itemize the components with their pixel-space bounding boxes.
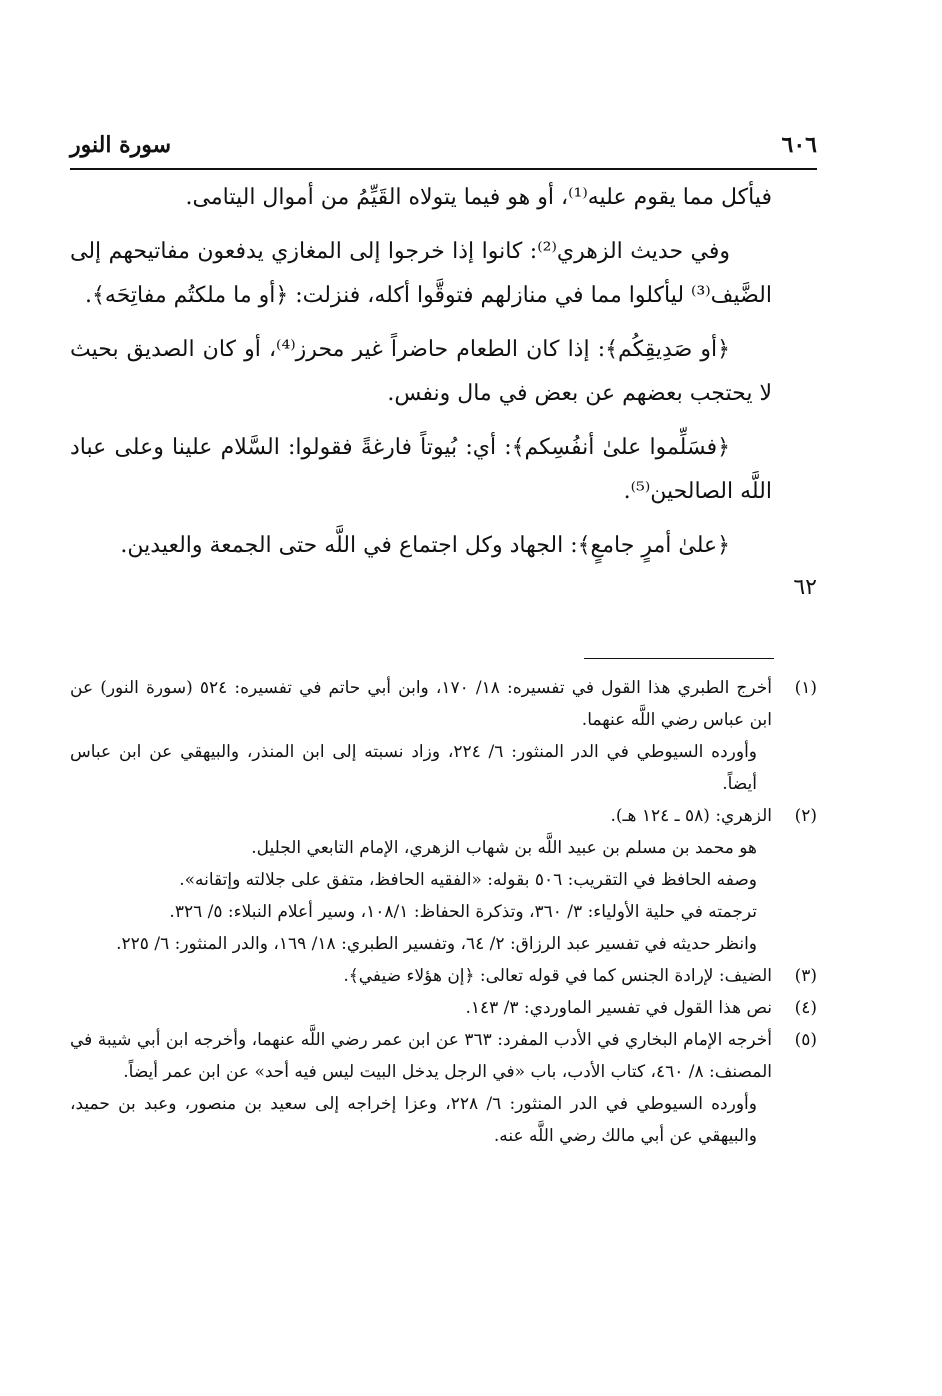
footnote-text: وانظر حديثه في تفسير عبد الرزاق: ٢/ ٦٤، وتفسير الطبري: ١٨/ ١٦٩، والدر المنثور: ٦/ ٢٢٥.: [116, 934, 757, 954]
paragraph: وفي حديث الزهري⁽²⁾: كانوا إذا خرجوا إلى المغازي يدفعون مفاتيحهم إلى الضَّيف⁽³⁾ ليأكلوا مما في منازلهم فتوقَّوا أكله، فنزلت: ﴿أو ما ملكتُم مفاتِحَه﴾.: [70, 239, 772, 308]
paragraph: ﴿فسَلِّموا علىٰ أنفُسِكم﴾: أي: بُيوتاً فارغةً فقولوا: السَّلام علينا وعلى عباد اللَّه الصالحين⁽⁵⁾.: [70, 435, 772, 504]
footnote-text: وأورده السيوطي في الدر المنثور: ٦/ ٢٢٨، وعزا إخراجه إلى سعيد بن منصور، وعبد بن حميد، والبيهقي عن أبي مالك رضي اللَّه عنه.: [70, 1094, 757, 1146]
footnote-text: نص هذا القول في تفسير الماوردي: ٣/ ١٤٣.: [465, 998, 772, 1018]
footnote-number: (٤): [794, 998, 817, 1018]
paragraph: ﴿أو صَدِيقِكُم﴾: إذا كان الطعام حاضراً غير محرز⁽⁴⁾، أو كان الصديق بحيث لا يحتجب بعضهم عن بعض في مال ونفس.: [70, 337, 772, 406]
footnote-number: (٣): [794, 966, 817, 986]
footnote-text: ترجمته في حلية الأولياء: ٣/ ٣٦٠، وتذكرة الحفاظ: ١٠٨/١، وسير أعلام النبلاء: ٥/ ٣٢٦.: [169, 902, 757, 922]
footnote-text: الزهري: (٥٨ ـ ١٢٤ هـ).: [610, 806, 772, 826]
footnote-text: أخرج الطبري هذا القول في تفسيره: ١٨/ ١٧٠، وابن أبي حاتم في تفسيره: ٥٢٤ (سورة النور) عن ابن عباس رضي اللَّه عنهما.: [70, 678, 772, 730]
footnote: [70, 800, 817, 960]
page-header: [70, 132, 817, 166]
footnote-text: هو محمد بن مسلم بن عبيد اللَّه بن شهاب الزهري، الإمام التابعي الجليل.: [251, 838, 757, 858]
footnote-text: وأورده السيوطي في الدر المنثور: ٦/ ٢٢٤، وزاد نسبته إلى ابن المنذر، والبيهقي عن ابن عباس أيضاً.: [70, 742, 757, 794]
footnote-number: (٥): [794, 1030, 817, 1050]
footnote-text: أخرجه الإمام البخاري في الأدب المفرد: ٣٦٣ عن ابن عمر رضي اللَّه عنهما، وأخرجه ابن أبي شيبة في المصنف: ٨/ ٤٦٠، كتاب الأدب، باب «في الرجل يدخل البيت ليس فيه أحد» عن ابن عمر أيضاً.: [70, 1030, 772, 1082]
footnote: [70, 672, 817, 800]
verse-number: ٦٢: [793, 575, 817, 600]
footnote-text: وصفه الحافظ في التقريب: ٥٠٦ بقوله: «الفقيه الحافظ، متفق على جلالته وإتقانه».: [179, 870, 757, 890]
running-title: سورة النور: [70, 132, 172, 158]
footnote-number: (١): [794, 678, 817, 698]
footnote: [70, 1024, 817, 1152]
footnote-number: (٢): [794, 806, 817, 826]
footnotes: [70, 672, 817, 1152]
footnote-text: الضيف: لإرادة الجنس كما في قوله تعالى: ﴿إن هؤلاء ضيفي﴾.: [343, 966, 772, 986]
main-text: [70, 176, 772, 578]
paragraph: ﴿علىٰ أمرٍ جامعٍ﴾: الجهاد وكل اجتماع في اللَّه حتى الجمعة والعيدين.: [120, 533, 730, 558]
header-rule: [70, 168, 817, 170]
footnote: [70, 992, 817, 1024]
paragraph: فيأكل مما يقوم عليه⁽¹⁾، أو هو فيما يتولاه القَيِّمُ من أموال اليتامى.: [185, 185, 772, 210]
footnote-separator: [584, 658, 774, 659]
page-number: ٦٠٦: [781, 132, 817, 158]
footnote: [70, 960, 817, 992]
